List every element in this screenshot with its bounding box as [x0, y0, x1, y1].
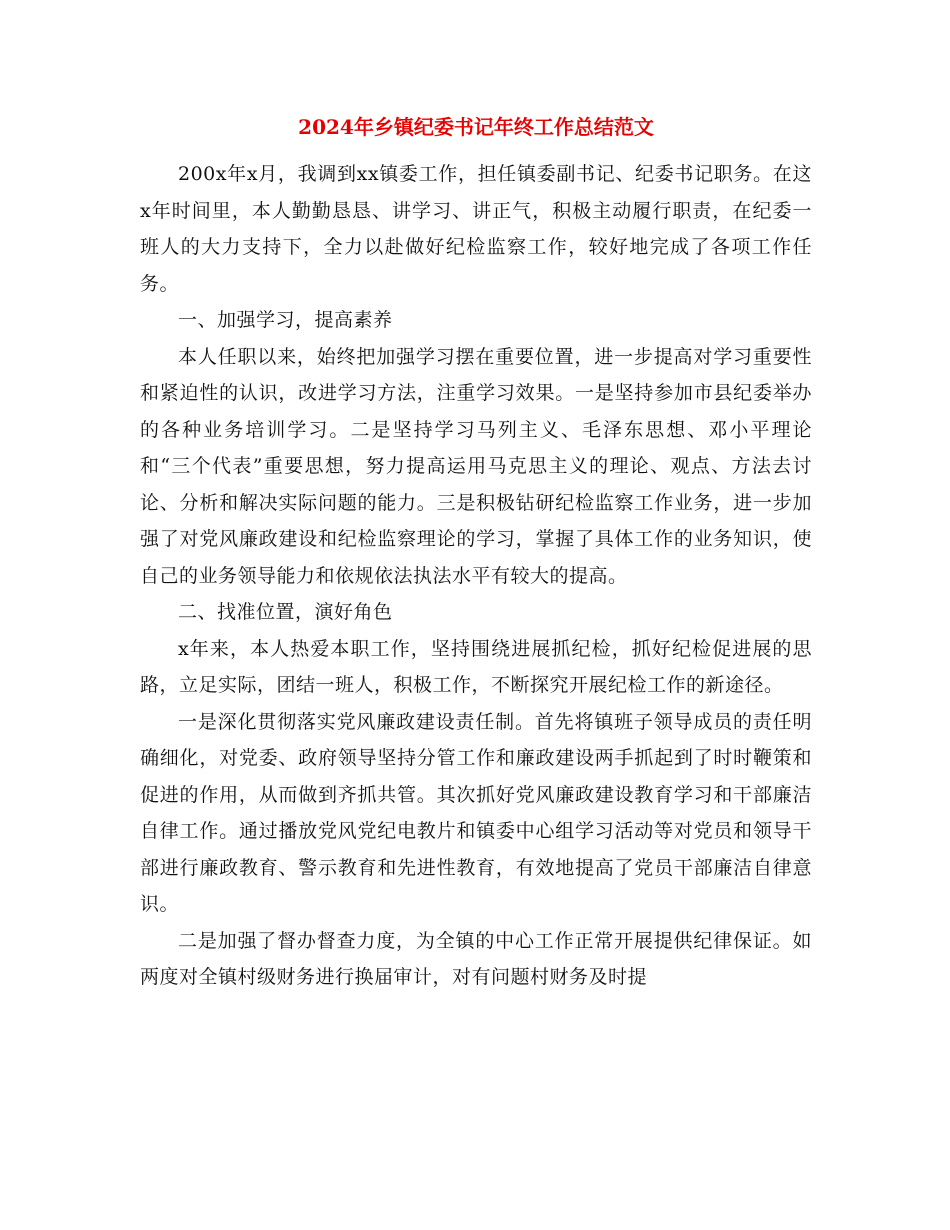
section-1-paragraph: 本人任职以来，始终把加强学习摆在重要位置，进一步提高对学习重要性和紧迫性的认识，改进学习方法，注重学习效果。一是坚持参加市县纪委举办的各种业务培训学习。二是坚持学习马列主义、毛泽东思想、邓小平理论和“三个代表”重要思想，努力提高运用马克思主义的理论、观点、方法去讨论、分析和解决实际问题的能力。三是积极钻研纪检监察工作业务，进一步加强了对党风廉政建设和纪检监察理论的学习，掌握了具体工作的业务知识，使自己的业务领导能力和依规依法执法水平有较大的提高。	[140, 345, 812, 587]
section-2-paragraph-3: 二是加强了督办督查力度，为全镇的中心工作正常开展提供纪律保证。如两度对全镇村级财务进行换届审计，对有问题村财务及时提	[140, 929, 812, 988]
document-body	[140, 108, 812, 996]
section-2-paragraph-2: 一是深化贯彻落实党风廉政建设责任制。首先将镇班子领导成员的责任明确细化，对党委、政府领导坚持分管工作和廉政建设两手抓起到了时时鞭策和促进的作用，从而做到齐抓共管。其次抓好党风廉政建设教育学习和干部廉洁自律工作。通过播放党风党纪电教片和镇委中心组学习活动等对党员和领导干部进行廉政教育、警示教育和先进性教育，有效地提高了党员干部廉洁自律意识。	[140, 710, 812, 915]
section-heading-2: 二、找准位置，演好角色	[178, 601, 393, 623]
document-title: 2024年乡镇纪委书记年终工作总结范文	[298, 115, 654, 139]
section-2-paragraph-1: x年来，本人热爱本职工作，坚持围绕进展抓纪检，抓好纪检促进展的思路，立足实际，团结一班人，积极工作，不断探究开展纪检工作的新途径。	[140, 637, 812, 696]
section-heading-1: 一、加强学习，提高素养	[178, 309, 393, 331]
intro-paragraph: 200x年x月，我调到xx镇委工作，担任镇委副书记、纪委书记职务。在这x年时间里，本人勤勤恳恳、讲学习、讲正气，积极主动履行职责，在纪委一班人的大力支持下，全力以赴做好纪检监察工作，较好地完成了各项工作任务。	[140, 163, 812, 295]
